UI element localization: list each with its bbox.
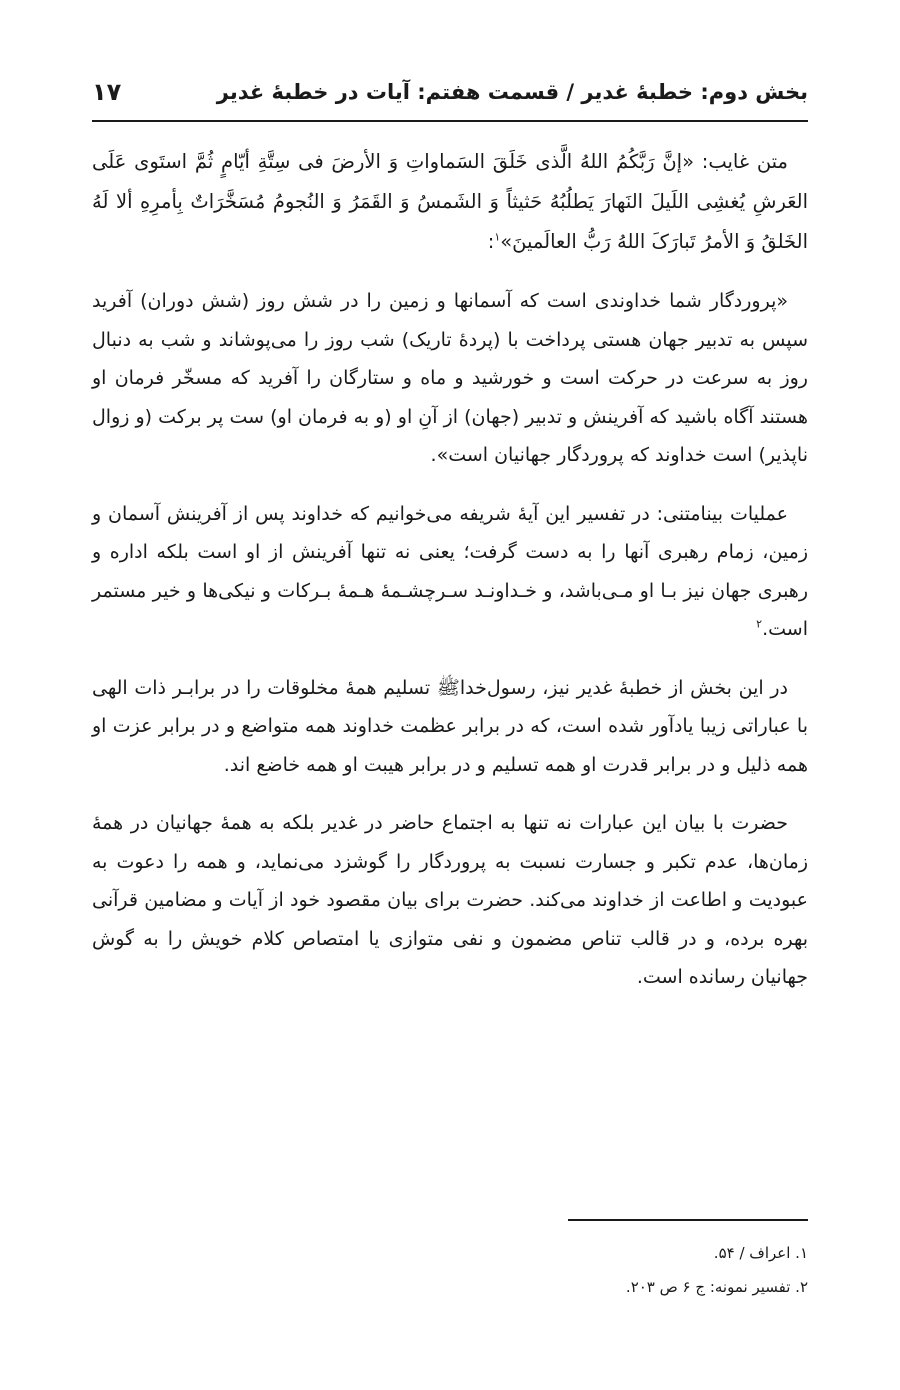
translation-text: «پروردگار شما خداوندی است که آسمانها و زمین را در شش روز (شش دوران) آفرید سپس به تدبیر جهان هستی پرداخت با (پردهٔ تاریک) شب روز را می‌پوشاند و شب به دنبال روز به سرعت در حرکت است و خورشید و ماه و ستارگان را آفرید که مسخّر فرمان او هستند آگاه باشید که آفرینش و تدبیر (جهان) از آنِ او (و به فرمان او) ست پر برکت (و زوال ناپذیر) است خداوند که پروردگار جهانیان است». — [92, 290, 808, 466]
footnote-rule — [568, 1219, 808, 1221]
footnotes — [92, 1236, 808, 1304]
paragraph-translation — [92, 282, 808, 475]
paragraph-text: در تفسیر این آیهٔ شریفه می‌خوانیم که خداوند پس از آفرینش آسمان و زمین، زمام رهبری آنها را به دست گرفت؛ یعنی نه تنها آفرینش از او است بلکه اداره و رهبری جهان نیز بـا او مـی‌باشد، و خـداونـد سـرچشـمهٔ هـمهٔ بـرکات و نیکی‌ها و خیر مستمر است. — [92, 502, 808, 640]
quran-verse: «إنَّ رَبَّکُمُ اللهُ الَّذی خَلَقَ السَماواتِ وَ الأرضَ فی سِتَّةِ أیّامٍ ثُمَّ استَوی عَلَی العَرشِ یُغشِی اللَیلَ النَهارَ یَطلُبُهُ حَثیثاً وَ الشَمسُ وَ القَمَرُ وَ النُجومُ مُسَخَّرَاتٌ بِأمرِهِ ألا لَهُ الخَلقُ وَ الأمرُ تَبارَکَ اللهُ رَبُّ العالَمینَ» — [92, 150, 808, 253]
footnote-item: ۲. تفسیر نمونه: ج ۶ ص ۲۰۳. — [625, 1278, 808, 1296]
body-text — [92, 142, 808, 1017]
footnote-ref[interactable]: ۲ — [756, 617, 763, 631]
paragraph-text: حضرت با بیان این عبارات نه تنها به اجتماع حاضر در غدیر بلکه به همهٔ جهانیان در همهٔ زمان‌ها، عدم تکبر و جسارت نسبت به پروردگار را گوشزد می‌نماید، و همه را دعوت به عبودیت و اطاعت از خداوند می‌کند. حضرت برای بیان مقصود خود از آیات و مضامین قرآنی بهره برده، و در قالب تناص مضمون و نفی متوازی یا امتصاص کلام خویش را به گوش جهانیان رسانده است. — [92, 812, 808, 988]
paragraph-label: متن غایب: — [701, 150, 789, 173]
paragraph-quran-text — [92, 142, 808, 262]
footnote-item: ۱. اعراف / ۵۴. — [713, 1244, 808, 1262]
paragraph-sermon-section — [92, 669, 808, 785]
paragraph-conclusion — [92, 804, 808, 997]
book-page — [92, 0, 808, 1390]
paragraph-tail: : — [487, 230, 495, 253]
page-number: ۱۷ — [92, 78, 122, 106]
header-rule — [92, 120, 808, 122]
paragraph-text: در این بخش از خطبهٔ غدیر نیز، رسول‌خداﷺ تسلیم همهٔ مخلوقات را در برابـر ذات الهی با عباراتی زیبا یادآور شده است، که در برابر عظمت خداوند همه متواضع و در برابر عزت او همه ذلیل و در برابر قدرت او همه تسلیم و در برابر هیبت او همه خاضع اند. — [92, 676, 808, 776]
paragraph-label: عملیات بینامتنی: — [656, 502, 788, 525]
footnote-ref[interactable]: ۱ — [494, 230, 501, 244]
running-header — [92, 72, 808, 112]
paragraph-intertextual — [92, 495, 808, 649]
running-title: بخش دوم: خطبهٔ غدیر / قسمت هفتم: آیات در خطبهٔ غدیر — [216, 80, 808, 104]
